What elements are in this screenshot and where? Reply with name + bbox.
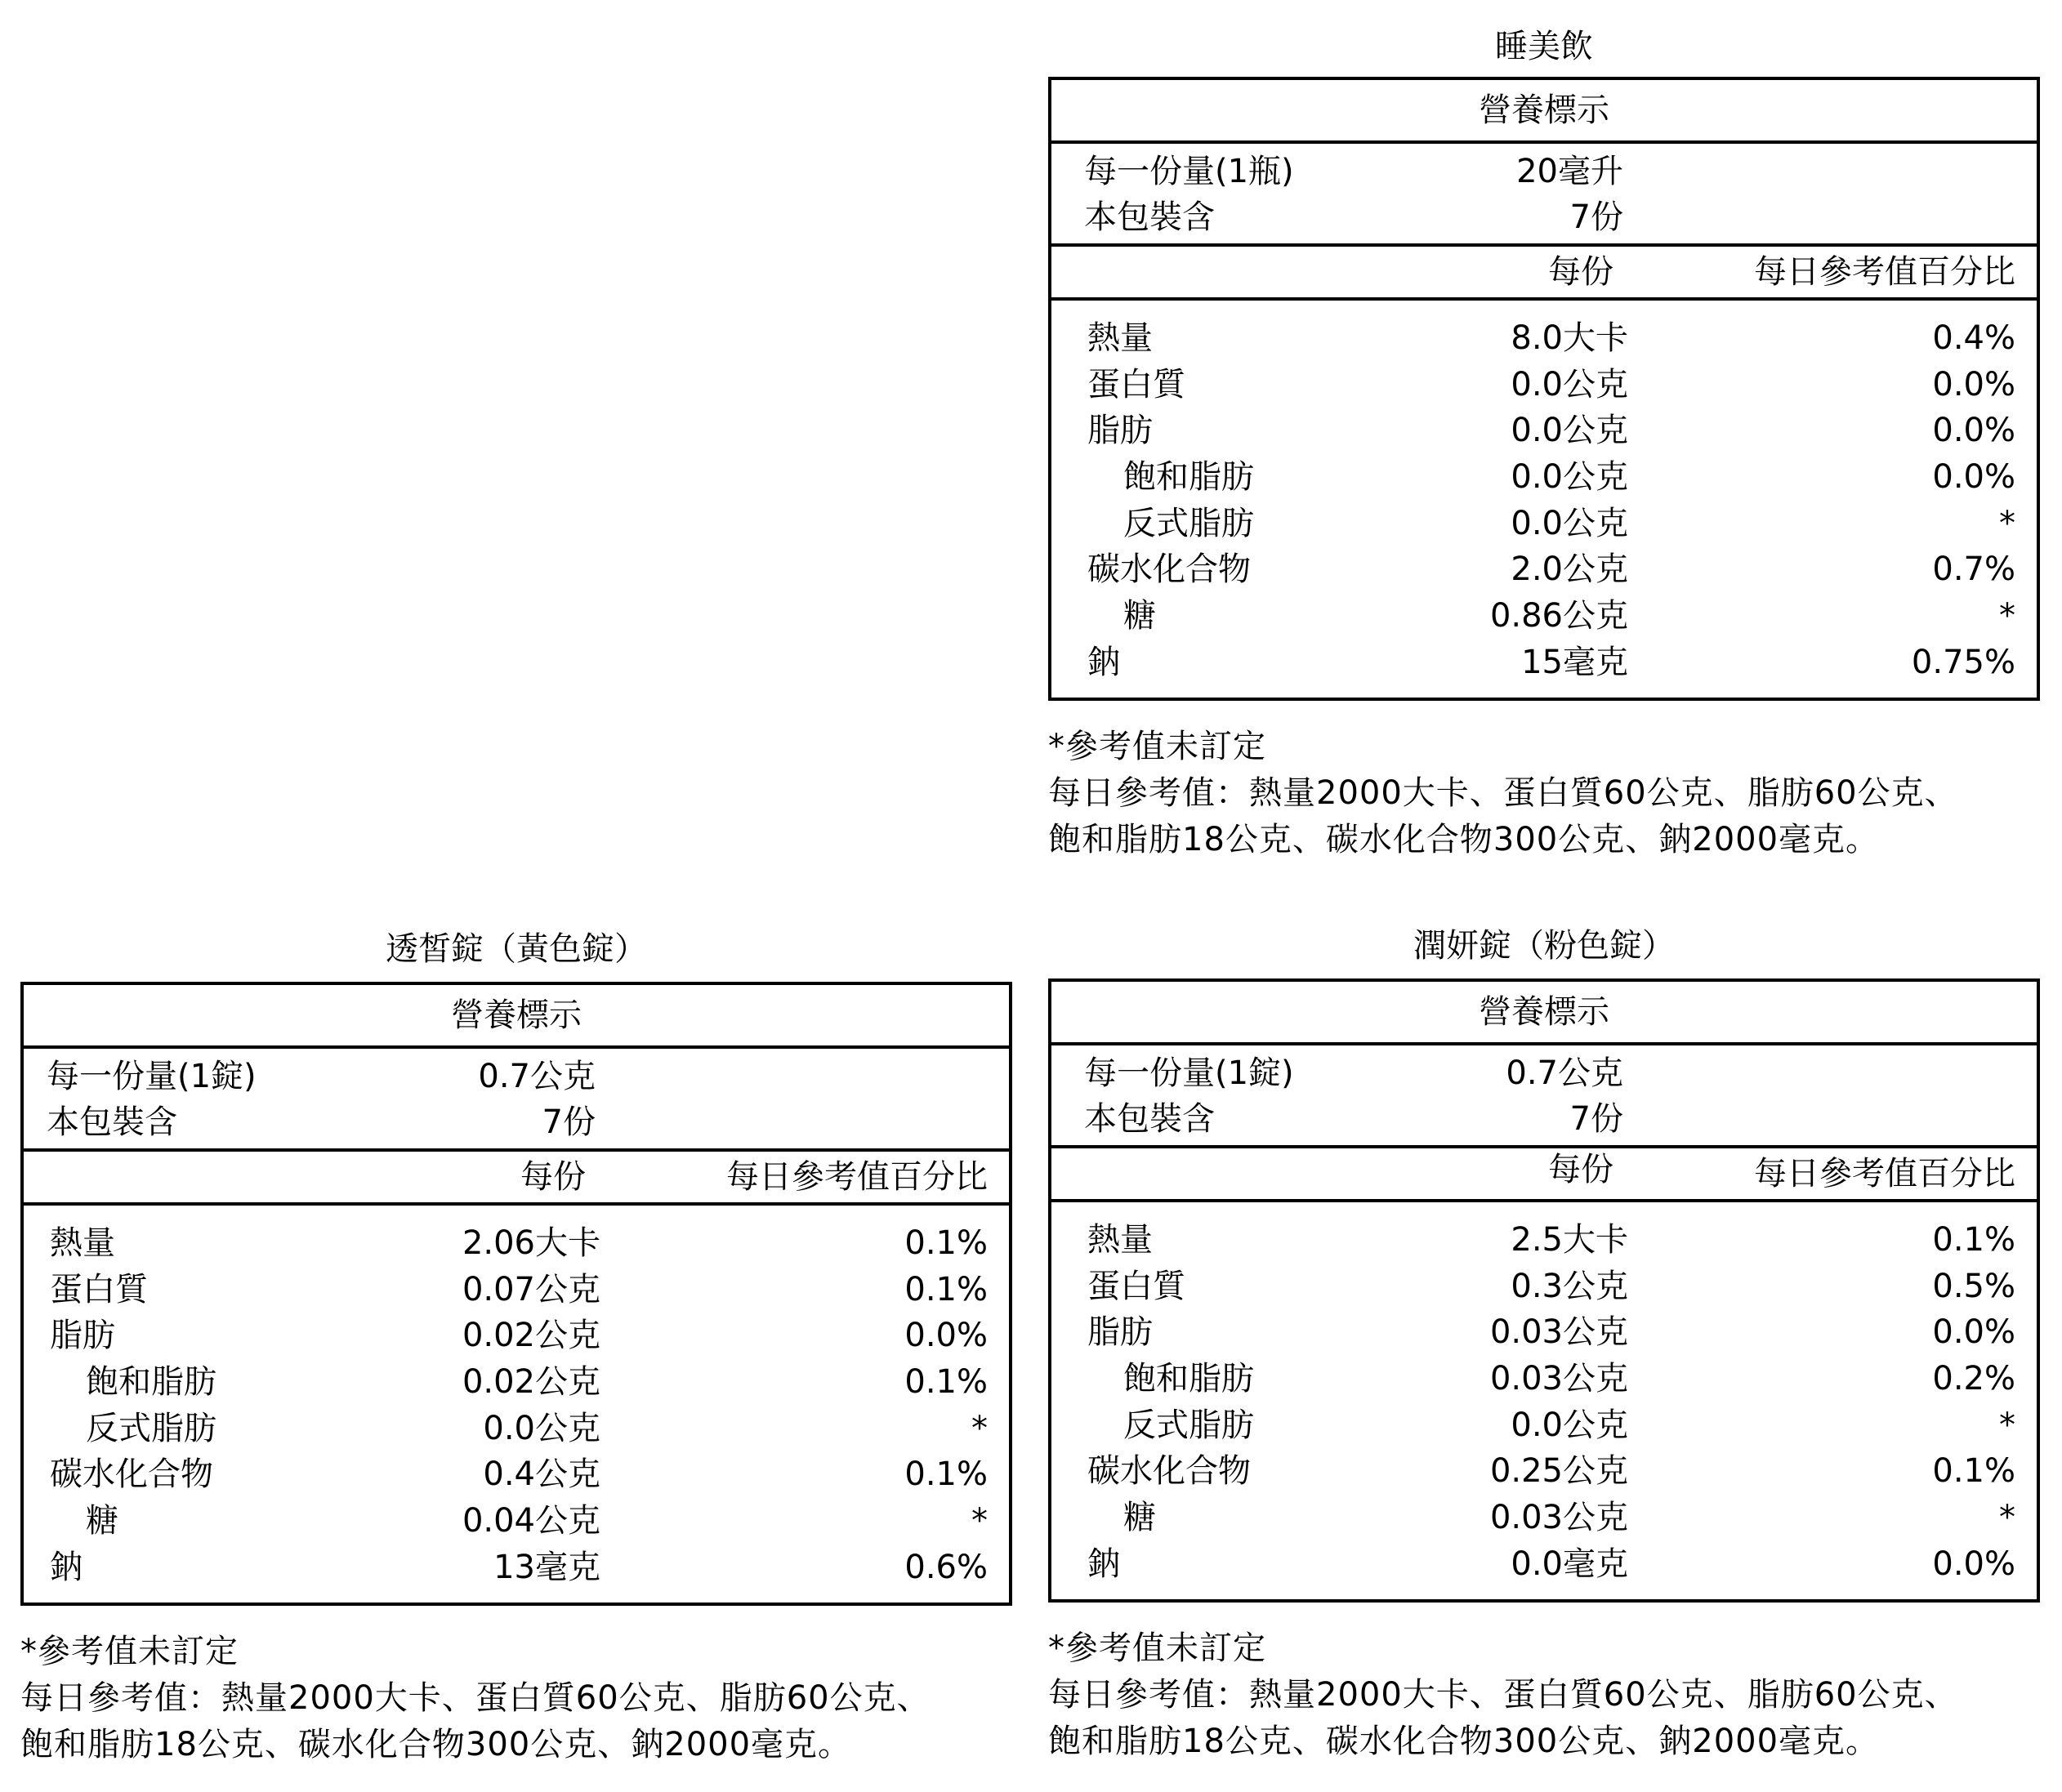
nutrient-percent: * xyxy=(1999,1406,2015,1444)
nutrient-row xyxy=(1051,1356,2037,1402)
serving-size-value: 0.7公克 xyxy=(478,1058,596,1095)
serving-size-row xyxy=(1051,149,2037,194)
nutrient-percent: 0.6% xyxy=(904,1548,988,1586)
nutrient-name: 蛋白質 xyxy=(50,1270,148,1308)
nutrient-percent: 0.2% xyxy=(1932,1360,2015,1398)
serving-size-row xyxy=(1051,1050,2037,1096)
package-count-row xyxy=(1051,194,2037,240)
col-daily-value: 每日參考值百分比 xyxy=(1754,1155,2015,1192)
nutrient-amount: 8.0大卡 xyxy=(1511,319,1628,357)
footnote-reference-2: 飽和脂肪18公克、碳水化合物300公克、鈉2000毫克。 xyxy=(20,1725,852,1763)
nutrient-percent: 0.1% xyxy=(1932,1452,2015,1491)
col-per-serving: 每份 xyxy=(520,1158,586,1196)
nutrient-row xyxy=(24,1451,1009,1498)
label-heading: 營養標示 xyxy=(1051,982,2037,1045)
nutrient-amount: 0.03公克 xyxy=(1489,1499,1628,1537)
footnote-reference-1: 每日參考值：熱量2000大卡、蛋白質60公克、脂肪60公克、 xyxy=(1048,773,1958,812)
nutrient-row xyxy=(1051,640,2037,686)
nutrient-percent: 0.0% xyxy=(904,1317,988,1355)
nutrient-row xyxy=(1051,546,2037,593)
package-count-label: 本包裝含 xyxy=(47,1103,177,1141)
nutrient-amount: 13毫克 xyxy=(493,1548,600,1586)
nutrient-amount: 0.0公克 xyxy=(483,1409,600,1447)
nutrient-name: 反式脂肪 xyxy=(1123,504,1254,542)
serving-size-value: 20毫升 xyxy=(1516,153,1623,190)
footnote-reference-2: 飽和脂肪18公克、碳水化合物300公克、鈉2000毫克。 xyxy=(1048,1722,1880,1760)
footnotes xyxy=(1048,724,2040,863)
nutrient-row xyxy=(24,1545,1009,1591)
serving-section xyxy=(24,1049,1009,1152)
nutrient-amount: 0.02公克 xyxy=(462,1363,600,1402)
nutrient-list xyxy=(1051,301,2037,698)
package-count-label: 本包裝含 xyxy=(1084,198,1215,236)
nutrient-amount: 2.0公克 xyxy=(1511,551,1628,589)
nutrient-percent: 0.75% xyxy=(1911,643,2015,681)
nutrient-amount: 0.86公克 xyxy=(1489,597,1628,635)
nutrient-percent: 0.7% xyxy=(1932,551,2015,589)
nutrient-name: 碳水化合物 xyxy=(1087,551,1251,589)
col-daily-value: 每日參考值百分比 xyxy=(1754,253,2015,291)
nutrient-name: 飽和脂肪 xyxy=(1123,458,1254,497)
nutrient-percent: 0.1% xyxy=(1932,1221,2015,1259)
nutrient-amount: 0.03公克 xyxy=(1489,1313,1628,1352)
nutrient-name: 糖 xyxy=(86,1502,118,1540)
nutrient-row xyxy=(1051,454,2037,501)
label-heading: 營養標示 xyxy=(1051,80,2037,144)
nutrient-name: 蛋白質 xyxy=(1087,1267,1185,1305)
nutrient-name: 脂肪 xyxy=(50,1317,115,1355)
nutrient-name: 脂肪 xyxy=(1087,412,1153,450)
footnotes xyxy=(20,1629,1012,1768)
nutrient-amount: 0.0公克 xyxy=(1511,412,1628,450)
nutrient-percent: * xyxy=(971,1502,988,1540)
nutrient-name: 碳水化合物 xyxy=(50,1455,213,1494)
nutrient-amount: 0.03公克 xyxy=(1489,1360,1628,1398)
nutrient-name: 飽和脂肪 xyxy=(1123,1360,1254,1398)
nutrient-name: 脂肪 xyxy=(1087,1313,1153,1352)
package-count-value: 7份 xyxy=(542,1103,596,1141)
nutrient-amount: 0.4公克 xyxy=(483,1455,600,1494)
nutrient-row xyxy=(1051,315,2037,362)
nutrient-amount: 0.0公克 xyxy=(1511,1406,1628,1444)
nutrition-label xyxy=(20,982,1012,1606)
col-per-serving: 每份 xyxy=(1548,253,1613,291)
footnote-reference-1: 每日參考值：熱量2000大卡、蛋白質60公克、脂肪60公克、 xyxy=(1048,1675,1958,1714)
package-count-value: 7份 xyxy=(1569,198,1623,236)
nutrient-row xyxy=(1051,1402,2037,1449)
nutrient-percent: 0.0% xyxy=(1932,365,2015,403)
package-count-row xyxy=(24,1099,1009,1145)
product-title: 潤妍錠（粉色錠） xyxy=(1413,927,1675,965)
nutrient-name: 鈉 xyxy=(1087,643,1120,681)
nutrient-name: 熱量 xyxy=(1087,1221,1153,1259)
nutrient-row xyxy=(24,1359,1009,1406)
nutrition-label xyxy=(1048,77,2040,701)
nutrient-row xyxy=(1051,593,2037,640)
nutrient-name: 糖 xyxy=(1123,1499,1156,1537)
nutrient-percent: 0.0% xyxy=(1932,1545,2015,1583)
nutrient-amount: 0.02公克 xyxy=(462,1317,600,1355)
nutrient-percent: 0.4% xyxy=(1932,319,2015,357)
nutrient-row xyxy=(24,1406,1009,1452)
column-header-row xyxy=(1051,1148,2037,1202)
column-header-row xyxy=(24,1152,1009,1206)
nutrition-panel-pink-tablet xyxy=(1048,920,2040,1765)
nutrient-amount: 0.0毫克 xyxy=(1511,1545,1628,1583)
footnote-reference-2: 飽和脂肪18公克、碳水化合物300公克、鈉2000毫克。 xyxy=(1048,820,1880,858)
footnote-undefined: *參考值未訂定 xyxy=(20,1632,239,1670)
nutrient-amount: 0.0公克 xyxy=(1511,365,1628,403)
nutrient-name: 熱量 xyxy=(1087,319,1153,357)
nutrient-amount: 0.3公克 xyxy=(1511,1267,1628,1305)
nutrient-amount: 2.5大卡 xyxy=(1511,1221,1628,1259)
label-heading: 營養標示 xyxy=(24,985,1009,1049)
nutrient-percent: 0.0% xyxy=(1932,458,2015,497)
nutrient-percent: * xyxy=(1999,1499,2015,1537)
nutrient-row xyxy=(24,1498,1009,1545)
nutrient-percent: 0.1% xyxy=(904,1363,988,1402)
nutrient-percent: 0.1% xyxy=(904,1224,988,1262)
serving-size-row xyxy=(24,1054,1009,1099)
column-header-row xyxy=(1051,247,2037,301)
package-count-row xyxy=(1051,1096,2037,1142)
footnote-undefined: *參考值未訂定 xyxy=(1048,727,1266,765)
serving-size-label: 每一份量(1錠) xyxy=(47,1058,257,1095)
nutrient-name: 蛋白質 xyxy=(1087,365,1185,403)
col-daily-value: 每日參考值百分比 xyxy=(726,1158,988,1196)
nutrient-row xyxy=(24,1220,1009,1267)
nutrient-percent: 0.1% xyxy=(904,1270,988,1308)
serving-size-label: 每一份量(1錠) xyxy=(1084,1054,1294,1092)
serving-section xyxy=(1051,144,2037,247)
nutrient-name: 熱量 xyxy=(50,1224,115,1262)
nutrient-row xyxy=(1051,1448,2037,1495)
nutrient-amount: 15毫克 xyxy=(1521,643,1628,681)
nutrient-list xyxy=(24,1206,1009,1603)
nutrient-amount: 0.0公克 xyxy=(1511,458,1628,497)
nutrient-name: 反式脂肪 xyxy=(1123,1406,1254,1444)
nutrition-panel-yellow-tablet xyxy=(20,923,1012,1768)
nutrient-percent: 0.1% xyxy=(904,1455,988,1494)
package-count-label: 本包裝含 xyxy=(1084,1100,1215,1138)
nutrition-panel-sleep-drink xyxy=(1048,16,2040,863)
nutrient-amount: 0.04公克 xyxy=(462,1502,600,1540)
product-title: 透皙錠（黃色錠） xyxy=(386,930,647,968)
nutrient-amount: 0.0公克 xyxy=(1511,504,1628,542)
footnote-undefined: *參考值未訂定 xyxy=(1048,1629,1266,1667)
nutrient-percent: 0.0% xyxy=(1932,1313,2015,1352)
nutrient-row xyxy=(1051,1541,2037,1588)
nutrient-name: 糖 xyxy=(1123,597,1156,635)
col-per-serving: 每份 xyxy=(1548,1151,1613,1188)
nutrition-label xyxy=(1048,978,2040,1603)
nutrient-name: 碳水化合物 xyxy=(1087,1452,1251,1491)
footnote-reference-1: 每日參考值：熱量2000大卡、蛋白質60公克、脂肪60公克、 xyxy=(20,1678,931,1717)
nutrient-row xyxy=(1051,408,2037,454)
nutrient-name: 飽和脂肪 xyxy=(86,1363,216,1402)
product-title: 睡美飲 xyxy=(1495,28,1593,65)
nutrient-row xyxy=(1051,1217,2037,1264)
footnotes xyxy=(1048,1625,2040,1765)
nutrient-list xyxy=(1051,1202,2037,1599)
nutrient-amount: 0.07公克 xyxy=(462,1270,600,1308)
nutrient-row xyxy=(1051,1495,2037,1541)
nutrient-row xyxy=(1051,501,2037,547)
nutrient-row xyxy=(24,1313,1009,1359)
nutrient-amount: 0.25公克 xyxy=(1489,1452,1628,1491)
serving-size-label: 每一份量(1瓶) xyxy=(1084,153,1294,190)
nutrient-row xyxy=(1051,362,2037,408)
package-count-value: 7份 xyxy=(1569,1100,1623,1138)
nutrient-percent: * xyxy=(971,1409,988,1447)
nutrient-name: 鈉 xyxy=(1087,1545,1120,1583)
serving-section xyxy=(1051,1045,2037,1148)
serving-size-value: 0.7公克 xyxy=(1506,1054,1623,1092)
nutrient-row xyxy=(1051,1264,2037,1310)
nutrient-name: 反式脂肪 xyxy=(86,1409,216,1447)
nutrient-row xyxy=(1051,1309,2037,1356)
nutrient-name: 鈉 xyxy=(50,1548,83,1586)
nutrient-row xyxy=(24,1267,1009,1313)
nutrient-percent: * xyxy=(1999,504,2015,542)
nutrient-amount: 2.06大卡 xyxy=(462,1224,600,1262)
nutrient-percent: 0.5% xyxy=(1932,1267,2015,1305)
nutrient-percent: 0.0% xyxy=(1932,412,2015,450)
nutrient-percent: * xyxy=(1999,597,2015,635)
